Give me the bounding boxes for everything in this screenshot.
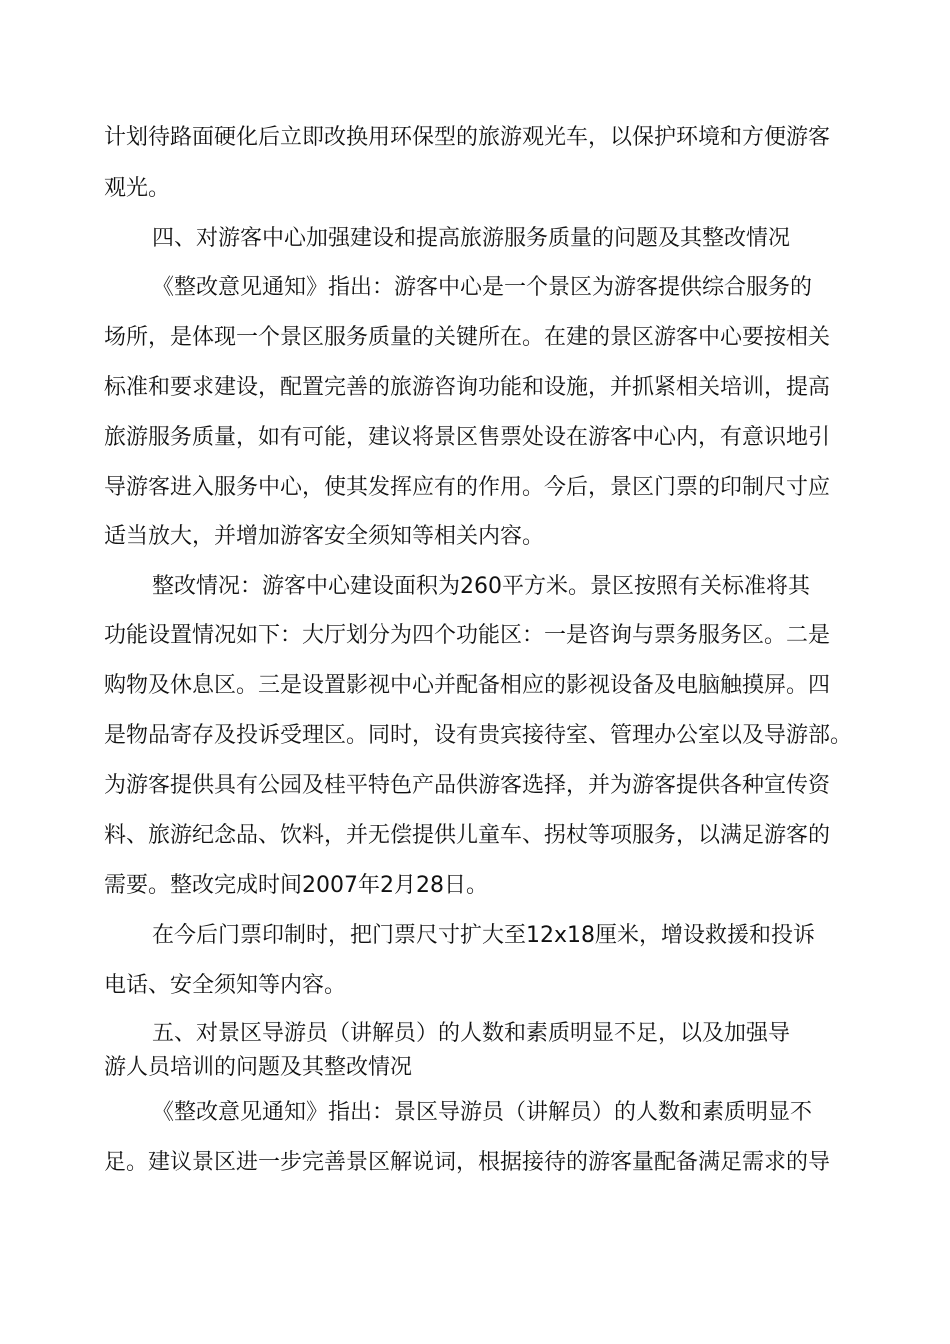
text-line: 标准和要求建设，配置完善的旅游咨询功能和设施，并抓紧相关培训，提高: [104, 375, 831, 400]
text-line: 料、旅游纪念品、饮料，并无偿提供儿童车、拐杖等项服务，以满足游客的: [104, 823, 831, 848]
text-line: 旅游服务质量，如有可能，建议将景区售票处设在游客中心内，有意识地引: [104, 425, 831, 450]
text-line: 导游客进入服务中心，使其发挥应有的作用。今后，景区门票的印制尺寸应: [104, 475, 831, 500]
text-line: 电话、安全须知等内容。: [104, 973, 347, 998]
section-heading: 四、对游客中心加强建设和提高旅游服务质量的问题及其整改情况: [152, 226, 791, 251]
text-line: 足。建议景区进一步完善景区解说词，根据接待的游客量配备满足需求的导: [104, 1150, 831, 1175]
text-line: 功能设置情况如下：大厅划分为四个功能区：一是咨询与票务服务区。二是: [104, 623, 831, 648]
text-line: 《整改意见通知》指出：景区导游员（讲解员）的人数和素质明显不: [152, 1100, 813, 1125]
text-line: 场所，是体现一个景区服务质量的关键所在。在建的景区游客中心要按相关: [104, 325, 831, 350]
text-line: 适当放大，并增加游客安全须知等相关内容。: [104, 524, 545, 549]
text-line: 在今后门票印制时，把门票尺寸扩大至12x18厘米，增设救援和投诉: [152, 923, 816, 948]
section-heading: 五、对景区导游员（讲解员）的人数和素质明显不足，以及加强导: [152, 1021, 791, 1046]
text-line: 整改情况：游客中心建设面积为260平方米。景区按照有关标准将其: [152, 574, 810, 599]
text-line: 观光。: [104, 176, 171, 201]
text-line: 为游客提供具有公园及桂平特色产品供游客选择，并为游客提供各种宣传资: [104, 773, 831, 798]
section-heading: 游人员培训的问题及其整改情况: [104, 1055, 413, 1080]
text-line: 计划待路面硬化后立即改换用环保型的旅游观光车，以保护环境和方便游客: [104, 125, 831, 150]
text-line: 《整改意见通知》指出：游客中心是一个景区为游客提供综合服务的: [152, 275, 813, 300]
text-line: 是物品寄存及投诉受理区。同时，设有贵宾接待室、管理办公室以及导游部。: [104, 723, 853, 748]
text-line: 购物及休息区。三是设置影视中心并配备相应的影视设备及电脑触摸屏。四: [104, 673, 831, 698]
text-line: 需要。整改完成时间2007年2月28日。: [104, 873, 488, 898]
